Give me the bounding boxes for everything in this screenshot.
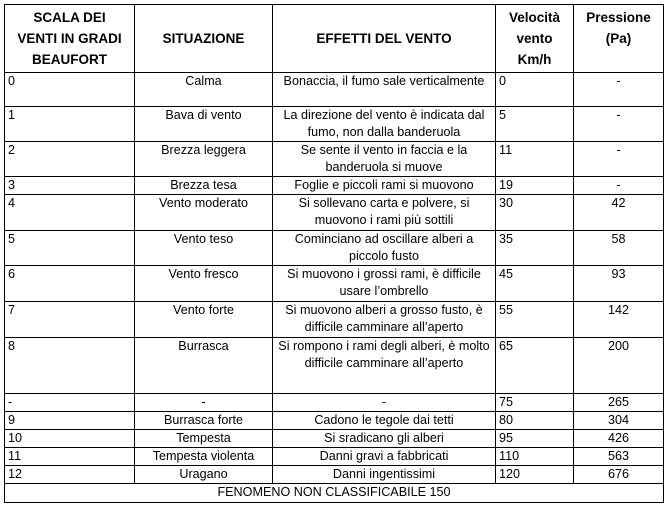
- cell-situation: Brezza leggera: [135, 142, 273, 177]
- header-speed-line: Velocità: [508, 10, 561, 25]
- cell-pressure: [574, 266, 664, 302]
- cell-speed: 110: [496, 448, 574, 466]
- header-pressure-line: (Pa): [605, 31, 632, 46]
- cell-situation: Calma: [135, 73, 273, 107]
- cell-pressure-value: -: [616, 108, 621, 122]
- cell-effects: Foglie e piccoli rami si muovono: [273, 177, 496, 195]
- cell-effects: -: [273, 394, 496, 412]
- table-row: [5, 448, 664, 466]
- cell-speed: 55: [496, 302, 574, 338]
- cell-situation: Tempesta violenta: [135, 448, 273, 466]
- cell-effects: Danni gravi a fabbricati: [273, 448, 496, 466]
- cell-grade: 4: [5, 195, 135, 231]
- cell-pressure: [574, 430, 664, 448]
- footer-row: [5, 484, 664, 503]
- cell-effects: Se sente il vento in faccia e la banderuola si muove: [273, 142, 496, 177]
- cell-pressure-value: 426: [607, 431, 629, 445]
- header-scale-line: SCALA DEI: [33, 10, 106, 25]
- beaufort-table-container: [4, 4, 664, 503]
- cell-grade: -: [5, 394, 135, 412]
- header-scale-line: VENTI IN GRADI: [17, 31, 122, 46]
- cell-pressure: [574, 302, 664, 338]
- cell-pressure-value: 676: [607, 467, 629, 481]
- cell-pressure: [574, 448, 664, 466]
- cell-speed: 120: [496, 466, 574, 484]
- cell-pressure-value: -: [616, 143, 621, 157]
- cell-pressure: [574, 73, 664, 107]
- cell-effects: Danni ingentissimi: [273, 466, 496, 484]
- cell-pressure-value: 93: [611, 267, 626, 281]
- cell-effects: Si rompono i rami degli alberi, è molto difficile camminare all’aperto: [273, 338, 496, 394]
- cell-effects: Si muovono alberi a grosso fusto, è difficile camminare all’aperto: [273, 302, 496, 338]
- cell-grade: 8: [5, 338, 135, 394]
- cell-grade: 2: [5, 142, 135, 177]
- header-pressure: [574, 5, 664, 73]
- cell-grade: 7: [5, 302, 135, 338]
- cell-effects: Si sollevano carta e polvere, si muovono i rami più sottili: [273, 195, 496, 231]
- header-effects: EFFETTI DEL VENTO: [273, 5, 496, 73]
- cell-pressure: [574, 338, 664, 394]
- cell-grade: 1: [5, 107, 135, 142]
- cell-situation: -: [135, 394, 273, 412]
- cell-speed: 5: [496, 107, 574, 142]
- cell-situation: Vento moderato: [135, 195, 273, 231]
- header-scale: [5, 5, 135, 73]
- cell-effects: La direzione del vento è indicata dal fumo, non dalla banderuola: [273, 107, 496, 142]
- table-row: [5, 195, 664, 231]
- cell-pressure: [574, 107, 664, 142]
- cell-pressure-value: 304: [607, 413, 629, 427]
- cell-speed: 11: [496, 142, 574, 177]
- cell-situation: Vento forte: [135, 302, 273, 338]
- cell-speed: 30: [496, 195, 574, 231]
- cell-speed: 0: [496, 73, 574, 107]
- cell-pressure: [574, 466, 664, 484]
- cell-pressure-value: 200: [607, 339, 629, 353]
- cell-pressure-value: 42: [611, 196, 626, 210]
- cell-situation: Uragano: [135, 466, 273, 484]
- cell-effects: Si muovono i grossi rami, è difficile usare l’ombrello: [273, 266, 496, 302]
- table-row: [5, 394, 664, 412]
- cell-situation: Tempesta: [135, 430, 273, 448]
- cell-grade: 6: [5, 266, 135, 302]
- cell-grade: 12: [5, 466, 135, 484]
- cell-grade: 9: [5, 412, 135, 430]
- header-scale-line: BEAUFORT: [32, 52, 107, 67]
- cell-grade: 11: [5, 448, 135, 466]
- cell-speed: 19: [496, 177, 574, 195]
- cell-effects: Bonaccia, il fumo sale verticalmente: [273, 73, 496, 107]
- cell-speed: 95: [496, 430, 574, 448]
- cell-pressure-value: 142: [607, 303, 629, 317]
- cell-speed: 75: [496, 394, 574, 412]
- cell-effects: Si sradicano gli alberi: [273, 430, 496, 448]
- table-row: [5, 142, 664, 177]
- beaufort-scale-table: [4, 4, 664, 503]
- table-row: [5, 177, 664, 195]
- cell-speed: 35: [496, 231, 574, 266]
- cell-situation: Burrasca: [135, 338, 273, 394]
- cell-situation: Bava di vento: [135, 107, 273, 142]
- header-speed-line: vento: [516, 31, 553, 46]
- cell-speed: 80: [496, 412, 574, 430]
- cell-pressure-value: -: [616, 178, 621, 192]
- cell-situation: Vento teso: [135, 231, 273, 266]
- cell-grade: 3: [5, 177, 135, 195]
- cell-pressure: [574, 231, 664, 266]
- cell-pressure: [574, 412, 664, 430]
- header-situation: SITUAZIONE: [135, 5, 273, 73]
- table-row: [5, 412, 664, 430]
- table-row: [5, 430, 664, 448]
- header-speed: [496, 5, 574, 73]
- cell-pressure: [574, 195, 664, 231]
- header-row: [5, 5, 664, 73]
- table-row: [5, 266, 664, 302]
- cell-pressure-value: -: [616, 74, 621, 88]
- table-row: [5, 302, 664, 338]
- cell-grade: 0: [5, 73, 135, 107]
- cell-effects: Cadono le tegole dai tetti: [273, 412, 496, 430]
- cell-grade: 5: [5, 231, 135, 266]
- cell-pressure: [574, 142, 664, 177]
- cell-situation: Brezza tesa: [135, 177, 273, 195]
- table-row: [5, 338, 664, 394]
- header-speed-line: Km/h: [517, 52, 552, 67]
- cell-effects: Cominciano ad oscillare alberi a piccolo fusto: [273, 231, 496, 266]
- footer-note: FENOMENO NON CLASSIFICABILE 150: [5, 484, 664, 503]
- cell-pressure-value: 265: [607, 395, 629, 409]
- table-row: [5, 107, 664, 142]
- table-row: [5, 73, 664, 107]
- table-row: [5, 231, 664, 266]
- cell-situation: Burrasca forte: [135, 412, 273, 430]
- cell-situation: Vento fresco: [135, 266, 273, 302]
- header-pressure-line: Pressione: [586, 10, 651, 25]
- cell-pressure: [574, 177, 664, 195]
- cell-speed: 45: [496, 266, 574, 302]
- cell-pressure: [574, 394, 664, 412]
- cell-pressure-value: 58: [611, 232, 626, 246]
- cell-grade: 10: [5, 430, 135, 448]
- cell-speed: 65: [496, 338, 574, 394]
- table-row: [5, 466, 664, 484]
- cell-pressure-value: 563: [607, 449, 629, 463]
